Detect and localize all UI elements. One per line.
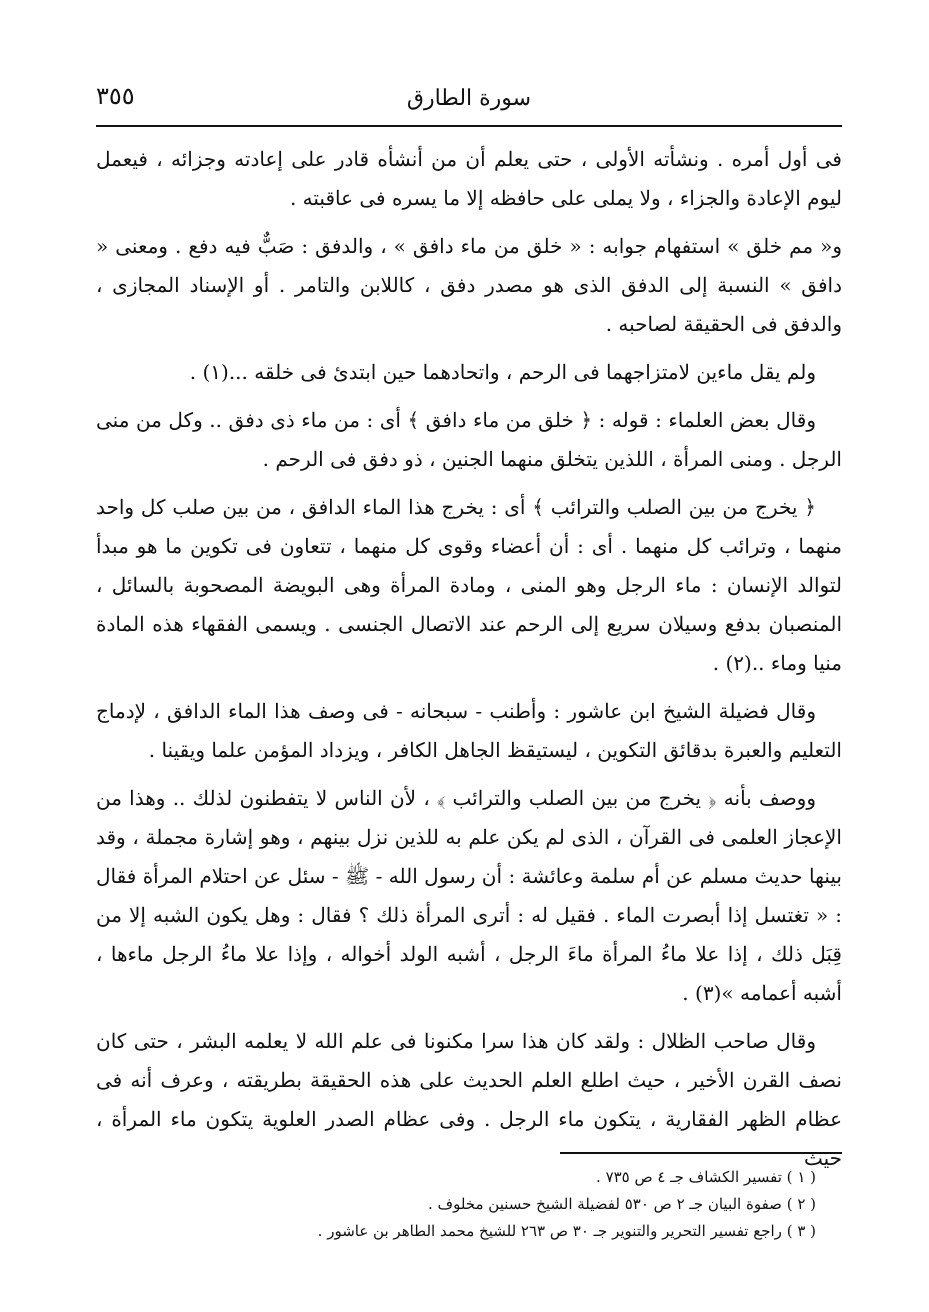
paragraph: ولم يقل ماءين لامتزاجهما فى الرحم ، واتحادهما حين ابتدئ فى خلقه ...(١) . [189,360,816,384]
running-title: سورة الطارق [406,86,532,111]
footnote-rule [560,1152,842,1154]
paragraph: ﴿ يخرج من بين الصلب والترائب ﴾ أى : يخرج هذا الماء الدافق ، من بين صلب كل واحد منهما ، وترائب كل منهما . أى : أن أعضاء وقوى كل منهما ، تتعاون فى تكوين ما هو مبدأ لتوالد الإنسان : ماء الرجل وهو المنى ، ومادة المرأة وهى البويضة المصحوبة بالسائل ، المنصبان بدفع وسيلان سريع إلى الرحم عند الاتصال الجنسى . ويسمى الفقهاء هذه المادة منيا وماء ..(٢) . [96,495,842,675]
page-number: ٣٥٥ [96,82,135,110]
page-header [96,82,842,122]
paragraph: وقال فضيلة الشيخ ابن عاشور : وأطنب - سبحانه - فى وصف هذا الماء الدافق ، لإدماج التعليم والعبرة بدقائق التكوين ، ليستيقظ الجاهل الكافر ، ويزداد المؤمن علما ويقينا . [96,699,842,762]
footnote: ( ٣ ) راجع تفسير التحرير والتنوير جـ ٣٠ ص ٢٦٣ للشيخ محمد الطاهر بن عاشور . [317,1222,816,1240]
paragraph: وقال صاحب الظلال : ولقد كان هذا سرا مكنونا فى علم الله لا يعلمه البشر ، حتى كان نصف القرن الأخير ، حيث اطلع العلم الحديث على هذه الحقيقة بطريقته ، وعرف أنه فى عظام الظهر الفقارية ، يتكون ماء الرجل . وفى عظام الصدر العلوية يتكون ماء المرأة ، حيث [96,1029,842,1170]
paragraph: وقال بعض العلماء : قوله : ﴿ خلق من ماء دافق ﴾ أى : من ماء ذى دفق .. وكل من منى الرجل . ومنى المرأة ، اللذين يتخلق منهما الجنين ، ذو دفق فى الرحم . [96,408,842,471]
footnotes [96,1164,816,1245]
main-text [96,140,842,1187]
footnote: ( ٢ ) صفوة البيان جـ ٢ ص ٥٣٠ لفضيلة الشيخ حسنين مخلوف . [427,1195,816,1213]
footnote: ( ١ ) تفسير الكشاف جـ ٤ ص ٧٣٥ . [596,1168,816,1186]
paragraph: و« مم خلق » استفهام جوابه : « خلق من ماء دافق » ، والدفق : صَبٌّ فيه دفع . ومعنى « دافق » النسبة إلى الدفق الذى هو مصدر دفق ، كاللابن والتامر . أو الإسناد المجازى ، والدفق فى الحقيقة لصاحبه . [96,234,842,336]
header-rule [96,125,842,127]
paragraph: فى أول أمره . ونشأته الأولى ، حتى يعلم أن من أنشأه قادر على إعادته وجزائه ، فيعمل ليوم الإعادة والجزاء ، ولا يملى على حافظه إلا ما يسره فى عاقبته . [96,147,842,210]
paragraph: ووصف بأنه ﴿ يخرج من بين الصلب والترائب ﴾ ، لأن الناس لا يتفطنون لذلك .. وهذا من الإعجاز العلمى فى القرآن ، الذى لم يكن علم به للذين نزل بينهم ، وهو إشارة مجملة ، وقد بينها حديث مسلم عن أم سلمة وعائشة : أن رسول الله - ﷺ - سئل عن احتلام المرأة فقال : « تغتسل إذا أبصرت الماء . فقيل له : أترى المرأة ذلك ؟ فقال : وهل يكون الشبه إلا من قِبَل ذلك ، إذا علا ماءُ المرأة ماءَ الرجل ، أشبه الولد أخواله ، وإذا علا ماءُ الرجل ماءها ، أشبه أعمامه »(٣) . [96,786,842,1005]
